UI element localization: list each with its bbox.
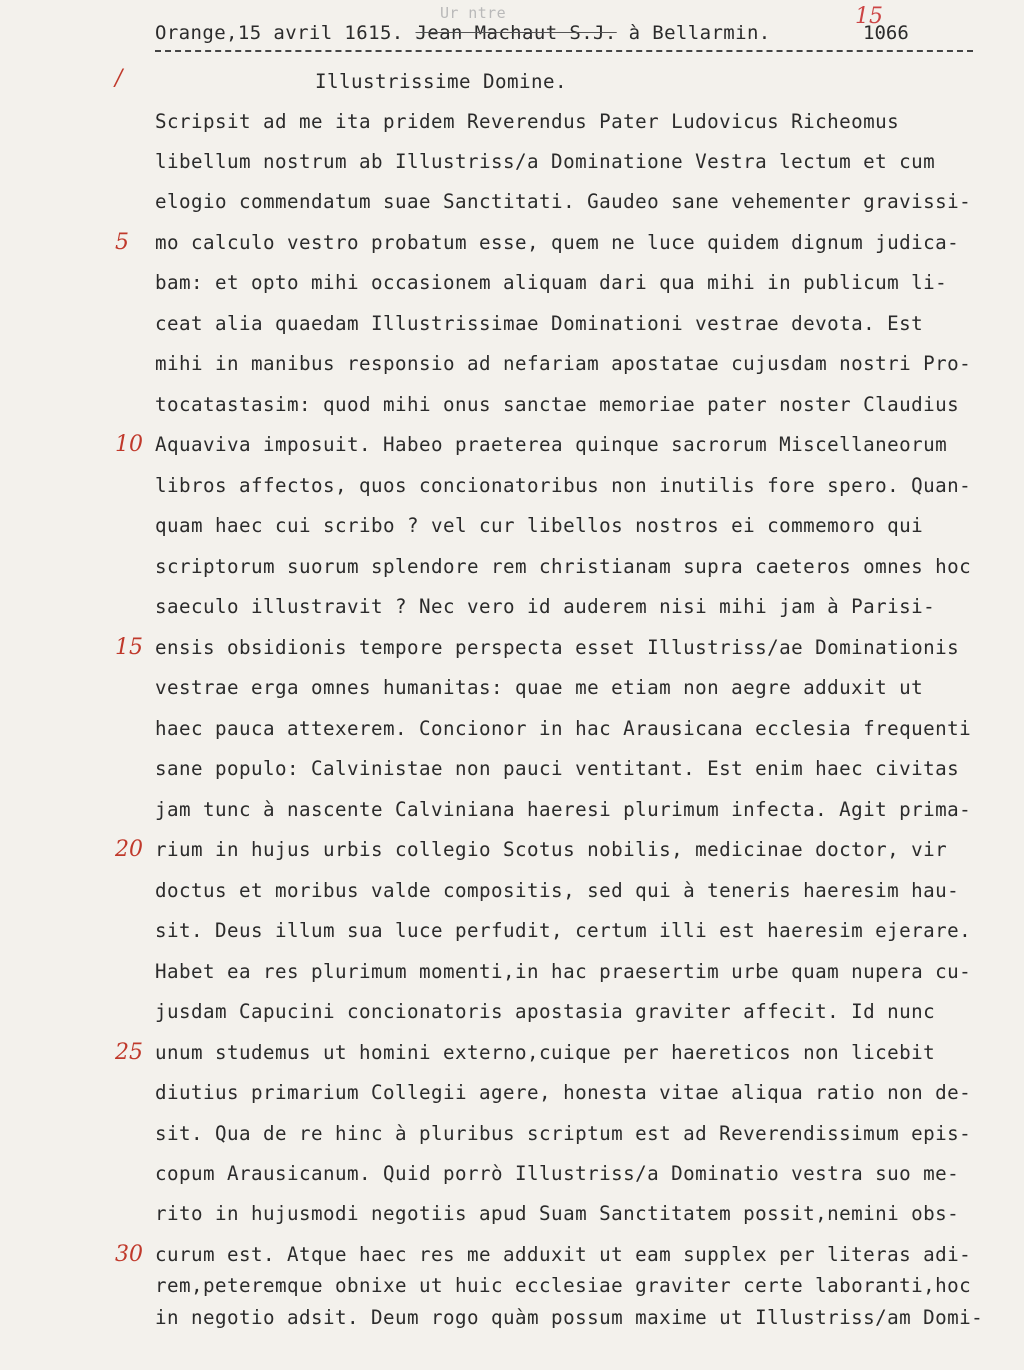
margin-number-30: 30: [115, 1242, 143, 1267]
text-line-18: jam tunc à nascente Calviniana haeresi plurimum infecta. Agit prima-: [155, 798, 972, 821]
text-line-4: mo calculo vestro probatum esse, quem ne luce quidem dignum judica-: [155, 231, 960, 254]
text-line-27: copum Arausicanum. Quid porrò Illustriss/a Dominatio vestra suo me-: [155, 1162, 960, 1185]
text-line-1: Scripsit ad me ita pridem Reverendus Pater Ludovicus Richeomus: [155, 110, 900, 133]
text-line-11: quam haec cui scribo ? vel cur libellos nostros ei commemoro qui: [155, 514, 924, 537]
margin-number-5: 5: [115, 230, 129, 255]
text-line-2: libellum nostrum ab Illustriss/a Dominatione Vestra lectum et cum: [155, 150, 936, 173]
text-line-20: doctus et moribus valde compositis, sed qui à teneris haeresim hau-: [155, 879, 960, 902]
author: Jean Machaut S.J.: [415, 22, 617, 44]
text-line-8: tocatastasim: quod mihi onus sanctae memoriae pater noster Claudius: [155, 393, 960, 416]
text-line-5: bam: et opto mihi occasionem aliquam dari qua mihi in publicum li-: [155, 271, 948, 294]
text-line-23: jusdam Capucini concionatoris apostasia graviter affecit. Id nunc: [155, 1000, 936, 1023]
text-line-26: sit. Qua de re hinc à pluribus scriptum est ad Reverendissimum epis-: [155, 1122, 972, 1145]
text-line-13: saeculo illustravit ? Nec vero id auderem nisi mihi jam à Parisi-: [155, 595, 936, 618]
text-line-16: haec pauca attexerem. Concionor in hac Arausicana ecclesia frequenti: [155, 717, 972, 740]
text-line-10: libros affectos, quos concionatoribus non inutilis fore spero. Quan-: [155, 474, 972, 497]
text-line-12: scriptorum suorum splendore rem christianam supra caeteros omnes hoc: [155, 555, 972, 578]
text-line-31: in negotio adsit. Deum rogo quàm possum maxime ut Illustriss/am Domi-: [155, 1306, 984, 1329]
place-date: Orange,15 avril 1615.: [155, 22, 404, 44]
recipient: à Bellarmin.: [628, 22, 771, 44]
text-line-9: Aquaviva imposuit. Habeo praeterea quinque sacrorum Miscellaneorum: [155, 433, 948, 456]
text-line-15: vestrae erga omnes humanitas: quae me etiam non aegre adduxit ut: [155, 676, 924, 699]
text-line-6: ceat alia quaedam Illustrissimae Dominationi vestrae devota. Est: [155, 312, 924, 335]
typed-page-number: 1066: [863, 22, 909, 44]
salutation: Illustrissime Domine.: [315, 70, 568, 93]
text-line-7: mihi in manibus responsio ad nefariam apostatae cujusdam nostri Pro-: [155, 352, 972, 375]
text-line-25: diutius primarium Collegii agere, honesta vitae aliqua ratio non de-: [155, 1081, 972, 1104]
margin-number-10: 10: [115, 432, 143, 457]
text-line-17: sane populo: Calvinistae non pauci ventitant. Est enim haec civitas: [155, 757, 960, 780]
text-line-21: sit. Deus illum sua luce perfudit, certum illi est haeresim ejerare.: [155, 919, 972, 942]
header-rule: [155, 50, 973, 52]
margin-mark-salutation: /: [115, 66, 123, 91]
text-line-30: rem,peteremque obnixe ut huic ecclesiae graviter certe laboranti,hoc: [155, 1274, 972, 1297]
handwritten-page-number: 15: [855, 4, 883, 29]
text-line-3: elogio commendatum suae Sanctitati. Gaudeo sane vehementer gravissi-: [155, 190, 972, 213]
text-line-29: curum est. Atque haec res me adduxit ut eam supplex per literas adi-: [155, 1243, 972, 1266]
text-line-22: Habet ea res plurimum momenti,in hac praesertim urbe quam nupera cu-: [155, 960, 972, 983]
margin-number-25: 25: [115, 1040, 143, 1065]
letter-header: [155, 4, 975, 44]
text-line-28: rito in hujusmodi negotiis apud Suam Sanctitatem possit,nemini obs-: [155, 1202, 960, 1225]
text-line-24: unum studemus ut homini externo,cuique per haereticos non licebit: [155, 1041, 936, 1064]
margin-number-20: 20: [115, 837, 143, 862]
margin-number-15: 15: [115, 635, 143, 660]
text-line-14: ensis obsidionis tempore perspecta esset Illustriss/ae Dominationis: [155, 636, 960, 659]
overprint-text: Ur ntre: [440, 4, 507, 22]
text-line-19: rium in hujus urbis collegio Scotus nobilis, medicinae doctor, vir: [155, 838, 948, 861]
